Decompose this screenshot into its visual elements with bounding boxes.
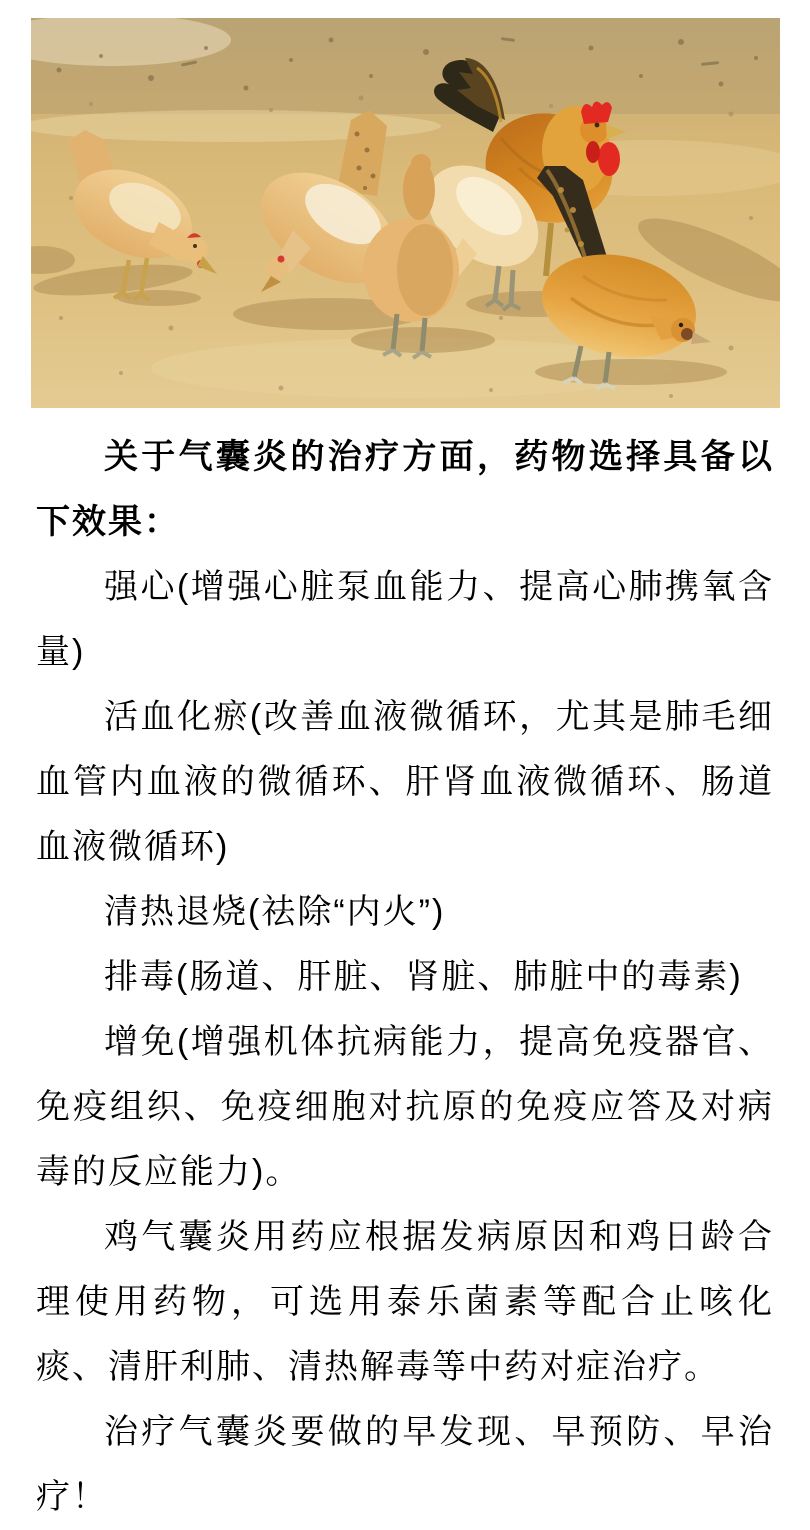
rooster-wattle <box>598 142 620 176</box>
rooster-comb <box>581 101 612 124</box>
article-heading: 关于气囊炎的治疗方面，药物选择具备以下效果： <box>36 438 774 541</box>
paragraph-strengthen-heart: 强心(增强心脏泵血能力、提高心肺携氧含量) <box>36 568 774 671</box>
paragraph-early-treatment: 治疗气囊炎要做的早发现、早预防、早治疗！ <box>36 1413 774 1516</box>
article-body <box>36 425 774 1530</box>
paragraph-clear-heat: 清热退烧(祛除“内火”) <box>104 893 446 931</box>
paragraph-detox: 排毒(肠道、肝脏、肾脏、肺脏中的毒素) <box>104 958 743 996</box>
paragraph-blood-circulation: 活血化瘀(改善血液微循环，尤其是肺毛细血管内血液的微循环、肝肾血液微循环、肠道血液微循环) <box>36 698 774 866</box>
paragraph-immunity: 增免(增强机体抗病能力，提高免疫器官、免疫组织、免疫细胞对抗原的免疫应答及对病毒的反应能力)。 <box>36 1023 774 1191</box>
chicken-flock-illustration <box>31 18 780 408</box>
chicken-flock-photo <box>31 18 780 408</box>
paragraph-medication-advice: 鸡气囊炎用药应根据发病原因和鸡日龄合理使用药物，可选用泰乐菌素等配合止咳化痰、清肝利肺、清热解毒等中药对症治疗。 <box>36 1218 774 1386</box>
